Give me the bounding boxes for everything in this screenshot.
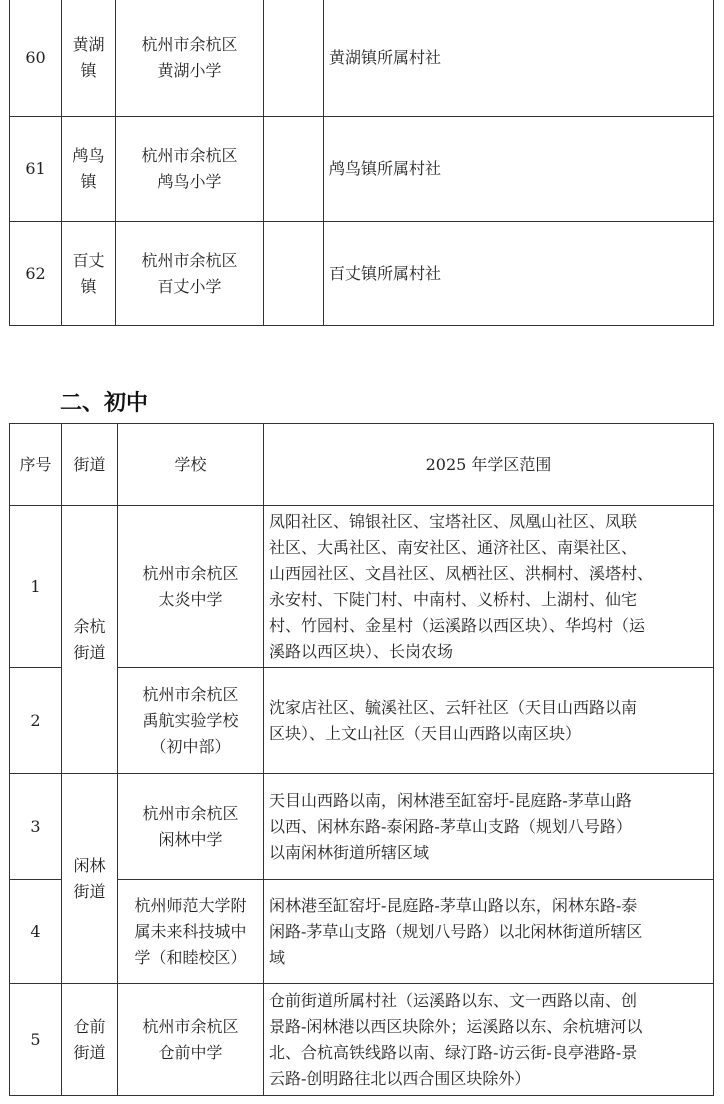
table-row (10, 506, 714, 668)
header-school: 学校 (118, 424, 264, 506)
school-name: 杭州市余杭区 太炎中学 (118, 506, 264, 668)
table-row (10, 774, 714, 880)
street-name: 黄湖 镇 (62, 0, 116, 117)
street-name: 鸬鸟 镇 (62, 117, 116, 222)
table-row (10, 222, 714, 326)
header-no: 序号 (10, 424, 62, 506)
district-scope: 天目山西路以南，闲林港至缸窑圩-昆庭路-茅草山路 以西、闲林东路-泰闲路-茅草山支路（规划八号路） 以南闲林街道所辖区域 (264, 774, 714, 880)
primary-school-table-tail (9, 0, 714, 326)
street-name: 余杭 街道 (62, 506, 118, 774)
district-scope: 黄湖镇所属村社 (324, 0, 714, 117)
row-number: 2 (10, 668, 62, 774)
row-number: 60 (10, 0, 62, 117)
district-scope: 沈家店社区、毓溪社区、云轩社区（天目山西路以南 区块）、上文山社区（天目山西路以南区块） (264, 668, 714, 774)
school-name: 杭州市余杭区 鸬鸟小学 (116, 117, 264, 222)
district-scope: 百丈镇所属村社 (324, 222, 714, 326)
school-name: 杭州市余杭区 仓前中学 (118, 984, 264, 1096)
table-row (10, 117, 714, 222)
table-row (10, 984, 714, 1096)
table-row (10, 0, 714, 117)
school-name: 杭州市余杭区 闲林中学 (118, 774, 264, 880)
row-number: 4 (10, 880, 62, 984)
header-scope: 2025 年学区范围 (264, 424, 714, 506)
middle-school-table (9, 423, 714, 1096)
school-name: 杭州市余杭区 百丈小学 (116, 222, 264, 326)
district-scope: 鸬鸟镇所属村社 (324, 117, 714, 222)
table-header-row (10, 424, 714, 506)
row-number: 1 (10, 506, 62, 668)
row-number: 3 (10, 774, 62, 880)
section-title: 二、初中 (60, 391, 149, 416)
school-name: 杭州市余杭区 黄湖小学 (116, 0, 264, 117)
district-scope: 仓前街道所属村社（运溪路以东、文一西路以南、创 景路-闲林港以西区块除外；运溪路以东、余杭塘河以 北、合杭高铁线路以南、绿汀路-访云街-良亭港路-景 云路-创明路往北以西合围区块除外） (264, 984, 714, 1096)
school-name: 杭州师范大学附 属未来科技城中 学（和睦校区） (118, 880, 264, 984)
row-number: 61 (10, 117, 62, 222)
school-name: 杭州市余杭区 禹航实验学校 （初中部） (118, 668, 264, 774)
blank-cell (264, 117, 324, 222)
district-scope: 凤阳社区、锦银社区、宝塔社区、凤凰山社区、凤联 社区、大禹社区、南安社区、通济社区、南渠社区、 山西园社区、文昌社区、凤栖社区、洪桐村、溪塔村、 永安村、下陡门村、中南村、义桥村、上湖村、仙宅 村、竹园村、金星村（运溪路以西区块）、华坞村（运 溪路以西区块）、长岗农场 (264, 506, 714, 668)
district-scope: 闲林港至缸窑圩-昆庭路-茅草山路以东，闲林东路-泰 闲路-茅草山支路（规划八号路）以北闲林街道所辖区 域 (264, 880, 714, 984)
row-number: 5 (10, 984, 62, 1096)
street-name: 仓前 街道 (62, 984, 118, 1096)
header-street: 街道 (62, 424, 118, 506)
blank-cell (264, 222, 324, 326)
street-name: 闲林 街道 (62, 774, 118, 984)
street-name: 百丈 镇 (62, 222, 116, 326)
blank-cell (264, 0, 324, 117)
row-number: 62 (10, 222, 62, 326)
